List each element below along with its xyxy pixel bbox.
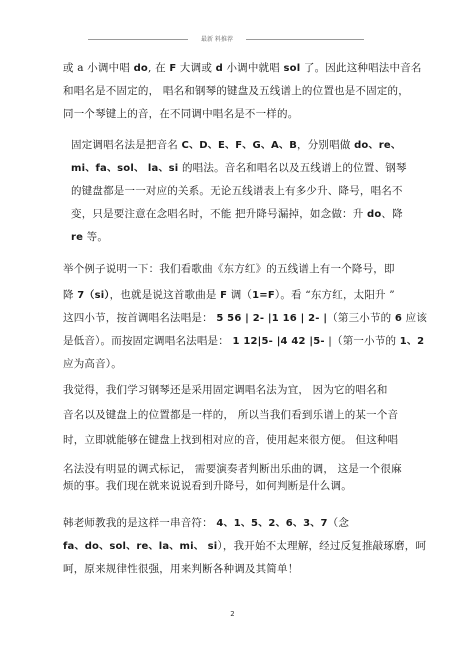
text-line — [63, 335, 424, 348]
text-segment: ），我开始不太理解，经过反复推敲琢磨，呵 — [217, 540, 427, 552]
bold-term: 4、1、5、2、6、3、7 — [216, 518, 328, 529]
text-line — [63, 409, 398, 422]
text-line — [71, 185, 403, 198]
text-segment: 、降 — [381, 208, 403, 220]
text-segment: ，也就是说这首歌曲是 — [109, 289, 221, 301]
text-segment: （念 — [327, 517, 350, 529]
text-segment: 同一个琴键上的音，在不同调中唱名是不一样的。 — [63, 108, 299, 120]
bold-term: do — [366, 209, 382, 220]
bold-term: 6 — [394, 313, 403, 324]
text-segment: 时，立即就能够在键盘上找到相对应的音，使用起来很方便。 但这种唱 — [63, 434, 399, 446]
text-segment: 了。因此这种唱法中音名 — [300, 62, 422, 74]
text-line — [63, 463, 402, 476]
text-line — [63, 108, 298, 121]
text-line — [63, 263, 395, 276]
text-segment: 音名以及键盘上的位置都是一样的， 所以当我们看到乐谱上的某一个音 — [63, 409, 399, 421]
text-segment: 我觉得，我们学习钢琴还是采用固定调唱名法为宜， 因为它的唱名和 — [63, 384, 388, 396]
text-segment: 调（ — [227, 289, 253, 301]
bold-term: mi、fa、sol、 la、si — [71, 163, 179, 174]
text-line — [63, 563, 298, 576]
text-segment: 应该 — [402, 312, 428, 324]
text-segment: 固定调唱名法是把音名 — [71, 139, 182, 151]
text-segment: 的唱法。音名和唱名以及五线谱上的位置、钢琴 — [178, 162, 407, 174]
text-segment: 呵，原来规律性很强，用来判断各种调及其简单！ — [63, 563, 299, 575]
text-segment: ，分别唱做 — [297, 139, 355, 151]
text-line — [63, 289, 395, 302]
text-segment: ）。看 “东方红，太阳升 ” — [274, 289, 395, 301]
text-segment: 是低音）。而按固定调唱名法唱是： — [63, 335, 233, 347]
bold-term: C、D、E、F、G、A、B — [181, 140, 298, 151]
text-segment: 举个例子说明一下：我们看歌曲《东方红》的五线谱上有一个降号，即 — [63, 263, 395, 275]
text-line — [63, 480, 352, 493]
text-line — [63, 85, 409, 98]
header-rule-right — [246, 39, 364, 40]
bold-term: sol — [283, 63, 301, 74]
text-segment: 和唱名是不固定的， 唱名和钢琴的键盘及五线谱上的位置也是不固定的， — [63, 85, 409, 97]
bold-term: d — [215, 63, 223, 74]
text-line — [63, 312, 427, 325]
text-segment: （第三小节的 — [327, 312, 395, 324]
bold-term: F — [169, 63, 177, 74]
text-segment: , 在 — [148, 62, 170, 74]
bold-term: 1 12|5- |4 42 |5- — [232, 336, 325, 347]
bold-term: do — [133, 63, 149, 74]
text-segment: 或 a 小调中唱 — [63, 62, 134, 74]
bold-term: do、re、 — [354, 140, 402, 151]
text-segment: 的键盘都是一一对应的关系。无论五线谱表上有多少升、降号，唱名不 — [71, 185, 403, 197]
text-segment: 降 — [63, 289, 78, 301]
bold-term: re — [71, 232, 84, 243]
text-segment: 名法没有明显的调式标记， 需要演奏者判断出乐曲的调， 这是一个很麻 — [63, 463, 402, 475]
page-number: 2 — [230, 610, 235, 618]
text-line — [71, 231, 108, 244]
text-line — [63, 62, 422, 75]
text-segment: 等。 — [83, 231, 109, 243]
text-line — [63, 434, 398, 447]
page-header — [0, 34, 465, 46]
text-segment: 应为高音）。 — [63, 358, 122, 370]
text-line — [71, 208, 403, 221]
text-segment: 这四小节，按首调唱名法唱是： — [63, 312, 217, 324]
text-segment: 小调中就唱 — [222, 62, 284, 74]
text-segment: 变，只是要注意在念唱名时，不能 把升降号漏掉，如念做：升 — [71, 208, 367, 220]
bold-term: fa、do、sol、re、la、mi、 si — [63, 541, 218, 552]
bold-term: 1=F — [252, 290, 275, 301]
text-segment: |（第一小节的 — [324, 335, 400, 347]
text-line — [71, 139, 401, 152]
bold-term: F — [220, 290, 228, 301]
text-line — [63, 517, 349, 530]
text-line — [71, 162, 407, 175]
text-segment: 烦的事。我们现在就来说说看到升降号，如何判断是什么调。 — [63, 480, 352, 492]
bold-term: 7（si） — [77, 290, 110, 301]
text-line — [63, 384, 388, 397]
bold-term: 5 56 | 2- |1 16 | 2- | — [216, 313, 328, 324]
text-segment: 韩老师教我的是这样一串音符： — [63, 517, 217, 529]
text-segment: 大调或 — [176, 62, 216, 74]
header-rule-left — [88, 39, 188, 40]
text-line — [63, 540, 426, 553]
bold-term: 1、2 — [399, 336, 425, 347]
text-line — [63, 358, 122, 371]
header-text: 最新 料推荐 — [201, 36, 233, 43]
